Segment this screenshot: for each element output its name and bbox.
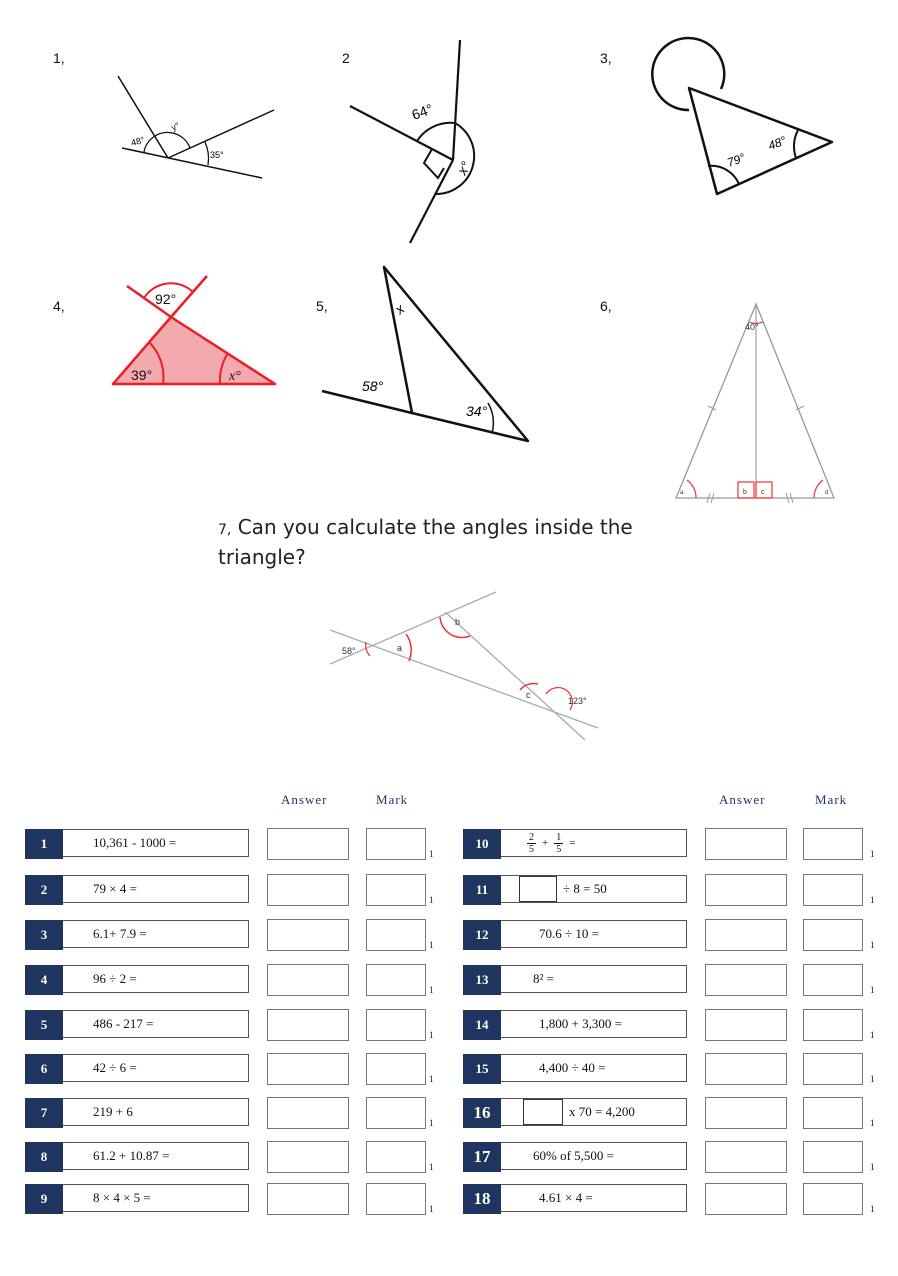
- question-text: 70.6 ÷ 10 =: [501, 920, 687, 948]
- q3-reflex-circle: [652, 38, 724, 110]
- q4-label-92: 92°: [155, 291, 177, 307]
- q1-arc-48: [144, 136, 155, 152]
- question-number: 10: [463, 829, 501, 859]
- diagram-q2: [340, 38, 500, 248]
- q6-arc-a: [687, 480, 696, 498]
- answer-input[interactable]: [705, 964, 787, 996]
- q7-arc-a: [406, 634, 411, 661]
- mark-value: 1: [870, 1030, 875, 1040]
- q5-label-58: 58°: [362, 378, 384, 394]
- q7-label-a: a: [397, 643, 403, 653]
- fraction-1: [527, 832, 536, 855]
- question-text-value: x 70 = 4,200: [569, 1104, 635, 1119]
- q4-line-right: [171, 276, 207, 317]
- question-number: 2: [25, 875, 63, 905]
- mark-input[interactable]: [366, 964, 426, 996]
- missing-number-input[interactable]: [519, 876, 557, 902]
- question-number: 7: [25, 1098, 63, 1128]
- question-number: 17: [463, 1142, 501, 1172]
- question-text: 4.61 × 4 =: [501, 1184, 687, 1212]
- q1-line-base: [122, 148, 262, 178]
- answer-input[interactable]: [267, 1053, 349, 1085]
- q5-arc-34: [488, 403, 493, 433]
- question-text: 42 ÷ 6 =: [63, 1054, 249, 1082]
- answer-input[interactable]: [705, 1097, 787, 1129]
- answer-input[interactable]: [705, 1183, 787, 1215]
- q1-arc-35: [205, 142, 209, 165]
- fraction-1-numerator: 2: [529, 831, 534, 843]
- diagram-q5: [320, 263, 535, 448]
- answer-input[interactable]: [267, 1097, 349, 1129]
- question-number: 8: [25, 1142, 63, 1172]
- question-text: 219 + 6: [63, 1098, 249, 1126]
- answer-input[interactable]: [267, 874, 349, 906]
- question-number: 15: [463, 1054, 501, 1084]
- answer-input[interactable]: [267, 1009, 349, 1041]
- q7-line-diagonal: [445, 612, 585, 740]
- mark-value: 1: [429, 985, 434, 995]
- diagram-q3: [650, 50, 840, 200]
- question-number: 16: [463, 1098, 501, 1128]
- mark-value: 1: [429, 1162, 434, 1172]
- answer-input[interactable]: [705, 1053, 787, 1085]
- q2-line-left: [350, 106, 453, 160]
- q5-triangle: [384, 267, 528, 441]
- question-label-3: 3,: [600, 50, 612, 66]
- q6-label-d: d: [825, 490, 829, 496]
- q6-label-b: b: [743, 489, 747, 496]
- fraction-2-denominator: 5: [556, 843, 562, 855]
- q5-extended-base: [322, 391, 412, 413]
- mark-input[interactable]: [803, 1009, 863, 1041]
- q7-label-c: c: [526, 690, 531, 700]
- question-label-2: 2: [342, 50, 350, 66]
- mark-header-left: Mark: [376, 792, 409, 807]
- mark-input[interactable]: [803, 964, 863, 996]
- mark-input[interactable]: [366, 1009, 426, 1041]
- question-label-6: 6,: [600, 298, 612, 314]
- mark-header-right: Mark: [815, 792, 848, 807]
- mark-value: 1: [870, 1074, 875, 1084]
- question-text: 486 - 217 =: [63, 1010, 249, 1038]
- q7-prompt: [218, 514, 638, 571]
- mark-input[interactable]: [366, 919, 426, 951]
- answer-input[interactable]: [705, 1009, 787, 1041]
- q3-label-48: 48°: [766, 133, 789, 153]
- mark-input[interactable]: [803, 1097, 863, 1129]
- q6-label-a: a: [680, 490, 684, 496]
- question-number: 5: [25, 1010, 63, 1040]
- question-text: [501, 829, 687, 857]
- q2-arc-64: [417, 123, 455, 141]
- question-text: 79 × 4 =: [63, 875, 249, 903]
- mark-value: 1: [429, 940, 434, 950]
- mark-value: 1: [429, 849, 434, 859]
- diagram-q1: [100, 70, 275, 185]
- mark-value: 1: [429, 1030, 434, 1040]
- question-number: 13: [463, 965, 501, 995]
- q6-label-c: c: [761, 489, 765, 496]
- q2-line-up: [453, 40, 460, 160]
- question-text: 10,361 - 1000 =: [63, 829, 249, 857]
- answer-input[interactable]: [705, 919, 787, 951]
- question-text: 96 ÷ 2 =: [63, 965, 249, 993]
- missing-number-input[interactable]: [523, 1099, 563, 1125]
- q1-line-left: [118, 76, 168, 158]
- q3-arc-48: [794, 130, 798, 158]
- question-text: 1,800 + 3,300 =: [501, 1010, 687, 1038]
- mark-value: 1: [429, 895, 434, 905]
- mark-input[interactable]: [366, 874, 426, 906]
- mark-input[interactable]: [366, 1097, 426, 1129]
- question-number: 1: [25, 829, 63, 859]
- question-number: 3: [25, 920, 63, 950]
- fraction-2-numerator: 1: [556, 831, 562, 843]
- q2-label-64: 64°: [409, 100, 435, 123]
- q3-label-79: 79°: [725, 150, 748, 170]
- mark-value: 1: [429, 1118, 434, 1128]
- answer-input[interactable]: [705, 1141, 787, 1173]
- answer-input[interactable]: [267, 1183, 349, 1215]
- mark-input[interactable]: [366, 1053, 426, 1085]
- mark-value: 1: [870, 985, 875, 995]
- diagram-q6: [670, 298, 840, 508]
- question-number: 4: [25, 965, 63, 995]
- q7-prompt-text: Can you calculate the angles inside the triangle?: [218, 515, 633, 569]
- mark-input[interactable]: [366, 828, 426, 860]
- question-text: 8 × 4 × 5 =: [63, 1184, 249, 1212]
- question-number: 9: [25, 1184, 63, 1214]
- q2-label-x: x°: [453, 158, 474, 178]
- answer-input[interactable]: [267, 828, 349, 860]
- question-text: 8² =: [501, 965, 687, 993]
- q7-line-bottom: [330, 630, 598, 728]
- diagram-q4: [105, 272, 280, 392]
- question-text: 61.2 + 10.87 =: [63, 1142, 249, 1170]
- question-label-7: 7,: [218, 522, 232, 538]
- answer-input[interactable]: [705, 828, 787, 860]
- mark-input[interactable]: [366, 1141, 426, 1173]
- question-text: 60% of 5,500 =: [501, 1142, 687, 1170]
- mark-value: 1: [870, 940, 875, 950]
- answer-input[interactable]: [705, 874, 787, 906]
- q6-triangle: [676, 304, 834, 498]
- fraction-operator: +: [542, 837, 549, 849]
- mark-input[interactable]: [366, 1183, 426, 1215]
- fraction-2: [554, 832, 563, 855]
- mark-value: 1: [870, 895, 875, 905]
- mark-value: 1: [870, 1118, 875, 1128]
- q1-label-y: y°: [169, 120, 182, 133]
- mark-value: 1: [429, 1074, 434, 1084]
- question-number: 11: [463, 875, 501, 905]
- mark-input[interactable]: [803, 919, 863, 951]
- q5-label-34: 34°: [466, 403, 488, 419]
- q7-label-58: 58°: [342, 646, 356, 656]
- q6-arc-d: [814, 480, 823, 498]
- answer-input[interactable]: [267, 964, 349, 996]
- question-label-4: 4,: [53, 298, 65, 314]
- answer-header-left: Answer: [281, 792, 328, 807]
- answer-input[interactable]: [267, 1141, 349, 1173]
- question-label-1: 1,: [53, 50, 65, 66]
- q5-label-x: x: [391, 300, 408, 318]
- mark-value: 1: [870, 1162, 875, 1172]
- question-text: [501, 875, 687, 903]
- question-number: 18: [463, 1184, 501, 1214]
- fraction-equals: =: [569, 837, 576, 849]
- mark-input[interactable]: [803, 874, 863, 906]
- mark-value: 1: [870, 1204, 875, 1214]
- q7-label-123: 123°: [568, 696, 587, 706]
- question-number: 6: [25, 1054, 63, 1084]
- diagram-q7: [300, 590, 610, 740]
- answer-header-right: Answer: [719, 792, 766, 807]
- mark-value: 1: [870, 849, 875, 859]
- mark-input[interactable]: [803, 1053, 863, 1085]
- question-text: [501, 1098, 687, 1126]
- question-text: 6.1+ 7.9 =: [63, 920, 249, 948]
- q7-label-b: b: [455, 617, 461, 627]
- q4-label-39: 39°: [131, 367, 153, 383]
- question-number: 14: [463, 1010, 501, 1040]
- mark-input[interactable]: [803, 828, 863, 860]
- q1-label-35: 35°: [210, 150, 224, 160]
- question-label-5: 5,: [316, 298, 328, 314]
- q3-triangle: [689, 88, 832, 194]
- mark-input[interactable]: [803, 1183, 863, 1215]
- answer-input[interactable]: [267, 919, 349, 951]
- q6-label-40: 40°: [745, 322, 759, 332]
- q1-label-48: 48°: [129, 134, 146, 148]
- question-number: 12: [463, 920, 501, 950]
- q4-label-x: x°: [229, 369, 241, 384]
- question-text-value: ÷ 8 = 50: [563, 881, 607, 896]
- fraction-1-denominator: 5: [529, 843, 534, 855]
- question-text: 4,400 ÷ 40 =: [501, 1054, 687, 1082]
- mark-input[interactable]: [803, 1141, 863, 1173]
- mark-value: 1: [429, 1204, 434, 1214]
